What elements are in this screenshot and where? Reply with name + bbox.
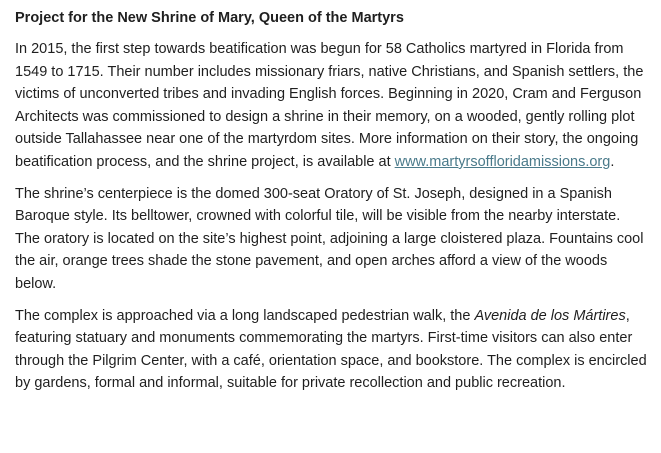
paragraph-intro-text: In 2015, the first step towards beatification was begun for 58 Catholics martyred in Florida from 1549 to 1715. Their number includes missionary friars, native Christians, and Spanish settlers, the victims of unconverted tribes and invading English forces. Beginning in 2020, Cram and Ferguson Architects was commissioned to design a shrine in their memory, on a wooded, gently rolling plot outside Tallahassee near one of the martyrdom sites. More information on their story, the ongoing beatification process, and the shrine project, is available at — [15, 41, 644, 170]
website-link[interactable]: www.martyrsoffloridamissions.org — [394, 153, 611, 170]
paragraph-complex-rest: , featuring statuary and monuments commemorating the martyrs. First-time visitors can also enter through the Pilgrim Center, with a café, orientation space, and bookstore. The complex is encircled by gardens, formal and informal, suitable for private recollection and public recreation. — [15, 307, 647, 392]
paragraph-oratory: The shrine’s centerpiece is the domed 300-seat Oratory of St. Joseph, designed in a Spanish Baroque style. Its belltower, crowned with colorful tile, will be visible from the nearby interstate. The oratory is located on the site’s highest point, adjoining a large cloistered plaza. Fountains cool the air, orange trees shade the stone pavement, and open arches afford a view of the woods below. — [15, 185, 644, 292]
paragraph-intro — [15, 38, 647, 174]
avenida-name: Avenida de los Mártires — [474, 307, 626, 324]
paragraph-complex-text: The complex is approached via a long landscaped pedestrian walk, the — [15, 307, 475, 324]
paragraph-intro-end: . — [610, 153, 615, 170]
paragraph-complex — [15, 305, 647, 395]
document-title: Project for the New Shrine of Mary, Queen of the Martyrs — [15, 10, 404, 26]
